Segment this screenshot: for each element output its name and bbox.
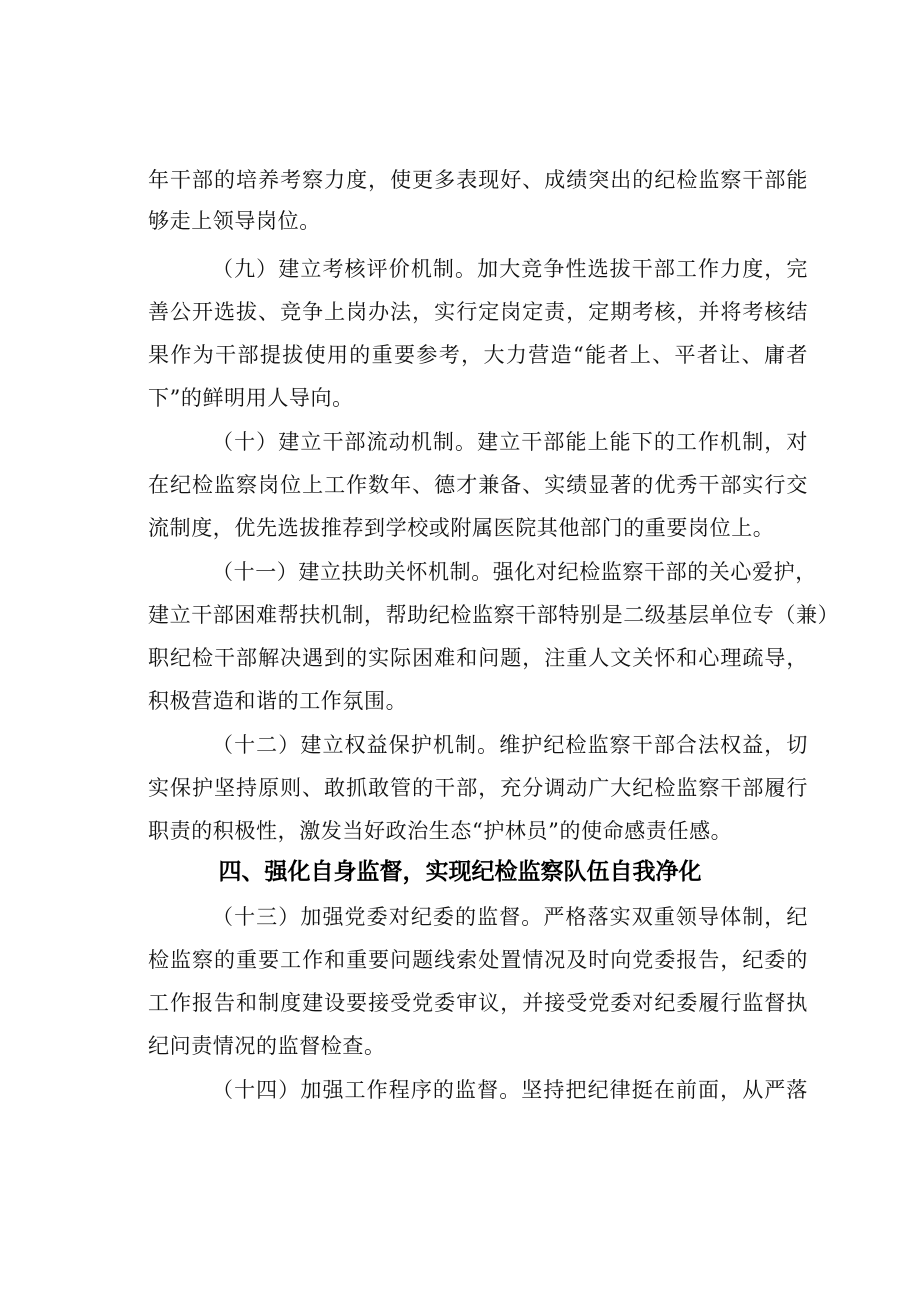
paragraph-9-line-2: 善公开选拔、竞争上岗办法，实行定岗定责，定期考核，并将考核结	[148, 300, 808, 324]
paragraph-9-line-4: 下”的鲜明用人导向。	[148, 386, 354, 410]
paragraph-13-line-1: （十三）加强党委对纪委的监督。严格落实双重领导体制，纪	[212, 905, 808, 929]
paragraph-14-line-1: （十四）加强工作程序的监督。坚持把纪律挺在前面，从严落	[212, 1078, 808, 1102]
paragraph-13-line-2: 检监察的重要工作和重要问题线索处置情况及时向党委报告，纪委的	[148, 948, 808, 972]
paragraph-intro-line-2: 够走上领导岗位。	[148, 209, 321, 233]
paragraph-10-line-2: 在纪检监察岗位上工作数年、德才兼备、实绩显著的优秀干部实行交	[148, 473, 808, 497]
paragraph-11-line-2: 建立干部困难帮扶机制，帮助纪检监察干部特别是二级基层单位专（兼）	[148, 603, 840, 627]
paragraph-10-line-1: （十）建立干部流动机制。建立干部能上能下的工作机制，对	[212, 430, 808, 454]
paragraph-9-line-3: 果作为干部提拔使用的重要参考，大力营造“能者上、平者让、庸者	[148, 343, 808, 367]
paragraph-intro-line-1: 年干部的培养考察力度，使更多表现好、成绩突出的纪检监察干部能	[148, 168, 808, 192]
paragraph-12-line-3: 职责的积极性，激发当好政治生态“护林员”的使命感责任感。	[148, 819, 733, 843]
section-heading: 四、强化自身监督，实现纪检监察队伍自我净化	[218, 859, 702, 885]
paragraph-11-line-3: 职纪检干部解决遇到的实际困难和问题，注重人文关怀和心理疏导，	[148, 646, 808, 670]
paragraph-10-line-3: 流制度，优先选拔推荐到学校或附属医院其他部门的重要岗位上。	[148, 516, 775, 540]
paragraph-11-line-1: （十一）建立扶助关怀机制。强化对纪检监察干部的关心爱护，	[212, 560, 817, 584]
paragraph-13-line-3: 工作报告和制度建设要接受党委审议，并接受党委对纪委履行监督执	[148, 991, 808, 1015]
paragraph-9-line-1: （九）建立考核评价机制。加大竞争性选拔干部工作力度，完	[212, 257, 808, 281]
paragraph-12-line-1: （十二）建立权益保护机制。维护纪检监察干部合法权益，切	[212, 733, 808, 757]
paragraph-11-line-4: 积极营造和谐的工作氛围。	[148, 689, 408, 713]
paragraph-12-line-2: 实保护坚持原则、敢抓敢管的干部，充分调动广大纪检监察干部履行	[148, 776, 808, 800]
paragraph-13-line-4: 纪问责情况的监督检查。	[148, 1034, 386, 1058]
